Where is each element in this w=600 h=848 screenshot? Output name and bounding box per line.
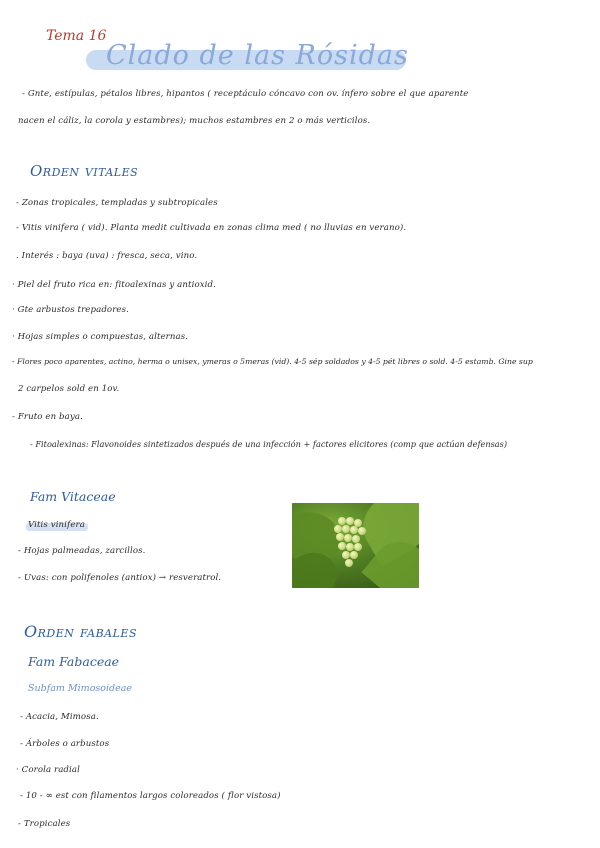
vitaceae-line-2: - Uvas: con polifenoles (antiox) → resveratrol. xyxy=(18,573,222,583)
vitales-line-5: · Gte arbustos trepadores. xyxy=(12,305,129,315)
fabales-line-4: - 10 - ∞ est con filamentos largos coloreados ( flor vistosa) xyxy=(20,791,281,801)
vitales-line-4: · Piel del fruto rica en: fitoalexinas y antioxid. xyxy=(12,280,216,290)
vitales-line-3: . Interés : baya (uva) : fresca, seca, vino. xyxy=(16,251,198,261)
vitales-line-7: - Flores poco aparentes, actino, herma o unisex, ymeras o 5meras (vid). 4-5 sép soldados y 4-5 pét libres o sold. 4-5 estamb. Gine sup xyxy=(12,357,533,366)
heading-orden-vitales: Orden vitales xyxy=(30,162,139,180)
intro-line-1: - Gnte, estípulas, pétalos libres, hipantos ( receptáculo cóncavo con ov. ínfero sobre el que aparente xyxy=(22,89,469,99)
heading-orden-fabales: Orden fabales xyxy=(24,622,137,641)
fabales-line-3: · Corola radial xyxy=(16,765,80,775)
fabales-line-2: - Árboles o arbustos xyxy=(20,739,110,749)
intro-line-2: nacen el cáliz, la corola y estambres); muchos estambres en 2 o más verticilos. xyxy=(18,116,371,126)
heading-subfam-mimosoideae: Subfam Mimosoideae xyxy=(28,683,133,694)
vitales-line-9: - Fruto en baya. xyxy=(12,412,83,422)
vitales-line-6: · Hojas simples o compuestas, alternas. xyxy=(12,332,189,342)
vitales-line-1: - Zonas tropicales, templadas y subtropicales xyxy=(16,198,218,208)
heading-fam-vitaceae: Fam Vitaceae xyxy=(30,489,116,504)
heading-fam-fabaceae: Fam Fabaceae xyxy=(28,654,120,669)
vitales-line-10: - Fitoalexinas: Flavonoides sintetizados después de una infección + factores elicitores (comp que actúan defensas) xyxy=(30,439,508,449)
tema-label: Tema 16 xyxy=(46,28,107,44)
species-vitis-vinifera: Vitis vinifera xyxy=(28,520,85,530)
vitaceae-line-1: - Hojas palmeadas, zarcillos. xyxy=(18,546,146,556)
grape-cluster-image xyxy=(292,503,419,588)
fabales-line-5: - Tropicales xyxy=(18,819,71,829)
vitales-line-8: 2 carpelos sold en 1ov. xyxy=(18,384,120,394)
fabales-line-1: - Acacia, Mimosa. xyxy=(20,712,99,722)
vitales-line-2: - Vitis vinifera ( vid). Planta medit cultivada en zonas clima med ( no lluvias en verano). xyxy=(16,223,407,233)
page-title: Clado de las Rósidas xyxy=(106,40,409,71)
